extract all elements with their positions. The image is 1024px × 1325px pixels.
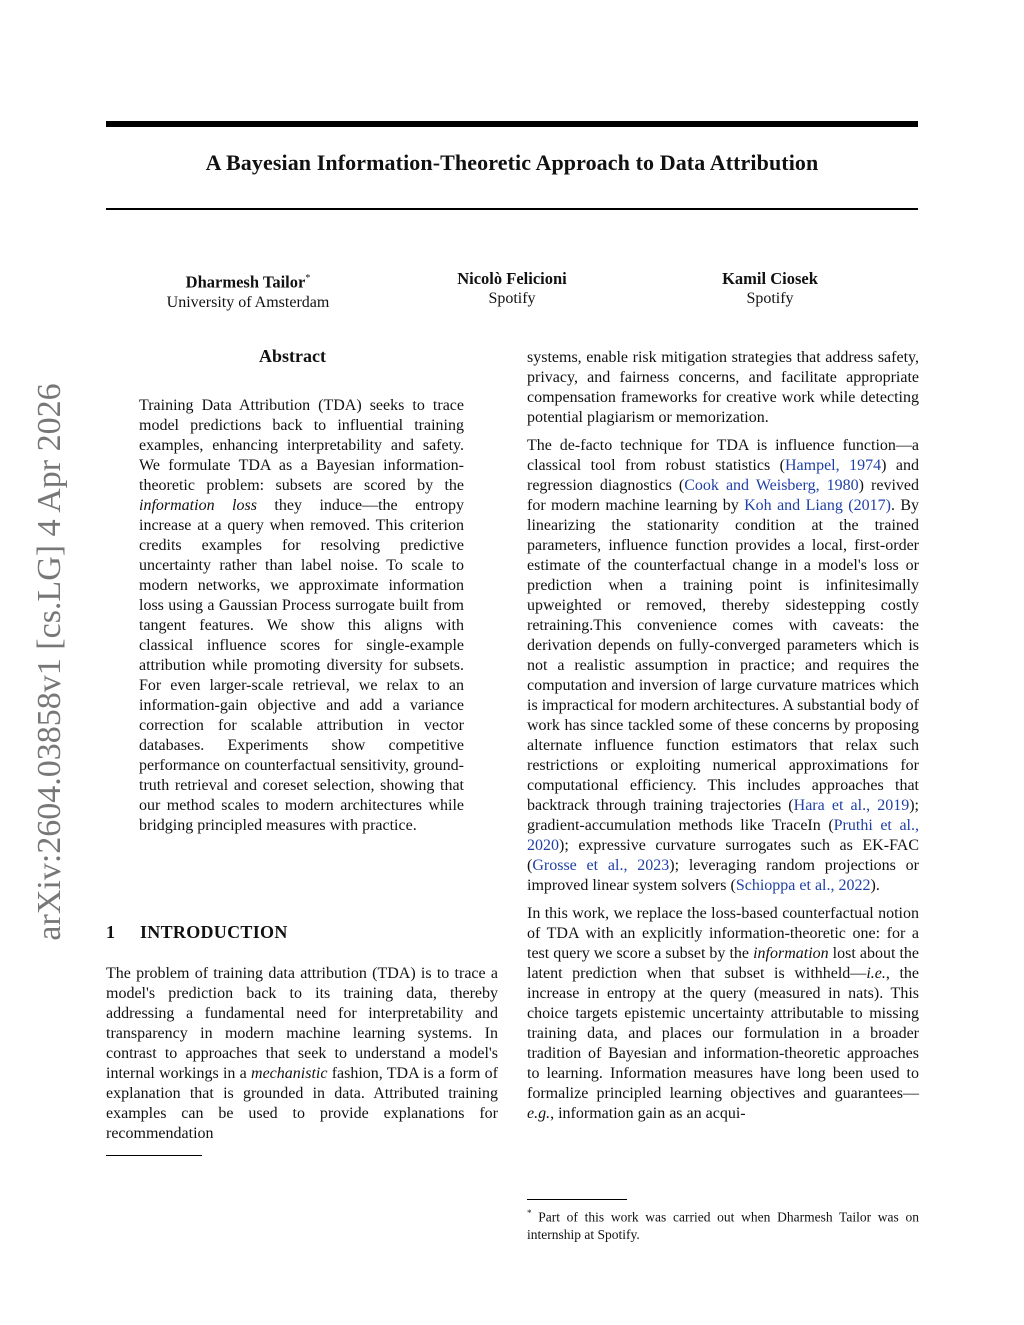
intro-paragraph-1-part-1 <box>106 964 498 1144</box>
section-number: 1 <box>106 922 116 942</box>
abstract-emphasis: information loss <box>139 497 257 514</box>
p3-text-4: , information gain as an acqui- <box>550 1105 746 1122</box>
intro-paragraph-2 <box>527 436 919 896</box>
paper-title: A Bayesian Information-Theoretic Approach to Data Attribution <box>205 150 819 175</box>
footnote <box>527 1205 919 1243</box>
author-2-affiliation: Spotify <box>488 290 536 307</box>
footnote-rule <box>527 1199 627 1200</box>
author-1-affiliation: University of Amsterdam <box>166 293 330 311</box>
citation-link[interactable]: Cook and Weisberg, 1980 <box>684 477 859 494</box>
citation-link[interactable]: Koh and Liang (2017) <box>744 497 891 514</box>
p2-text-2: ) and regression diagnostics ( <box>527 457 919 494</box>
p3-emphasis-3: e.g. <box>527 1105 551 1122</box>
author-2-name: Nicolò Felicioni <box>457 269 567 288</box>
p3-text-2: lost about the latent prediction when that subset is withheld— <box>527 945 919 982</box>
intro-p1-text-a: The problem of training data attribution (TDA) is to trace a model's prediction back to its training data, thereby addressing a fundamental need for interpretability and transparency in modern machine learning systems. In contrast to approaches that seek to understand a model's internal workings in a <box>106 965 498 1082</box>
intro-p1-text-b-right: systems, enable risk mitigation strategies that address safety, privacy, and fairness concerns, and facilitate appropriate compensation frameworks for creative work while detecting potential plagiarism or memorization. <box>527 349 919 426</box>
right-column <box>527 348 919 1132</box>
author-1-marker: * <box>305 273 311 284</box>
title-top-rule <box>106 121 918 127</box>
intro-paragraph-1-part-2 <box>527 348 919 428</box>
footnote-text: Part of this work was carried out when Dharmesh Tailor was on internship at Spotify. <box>527 1209 919 1242</box>
intro-p1-emphasis: mechanistic <box>251 1065 328 1082</box>
p2-text-3: ) revived for modern machine learning by <box>527 477 920 514</box>
p2-text-6: ); expressive curvature surrogates such as EK-FAC ( <box>527 837 919 874</box>
footnote-rule-left <box>106 1155 202 1156</box>
section-heading-introduction <box>106 922 288 943</box>
author-3-name: Kamil Ciosek <box>722 269 818 288</box>
citation-link[interactable]: Schioppa et al., 2022 <box>735 877 871 894</box>
p3-emphasis-1: information <box>753 945 829 962</box>
p3-emphasis-2: i.e. <box>866 965 886 982</box>
p2-text-5: ); gradient-accumulation methods like TraceIn ( <box>527 797 919 834</box>
citation-link[interactable]: Grosse et al., 2023 <box>532 857 670 874</box>
author-1 <box>118 268 378 313</box>
p3-text-3: , the increase in entropy at the query (measured in nats). This choice targets epistemic uncertainty attributable to missing training data, and places our formulation in a broader tradition of Bayesian and information-theoretic approaches to learning. Information measures have long been used to formalize principled learning objectives and guarantees— <box>527 965 920 1102</box>
p2-text-4: . By linearizing the stationarity condition at the trained parameters, influence function provides a local, first-order estimate of the counterfactual change in a model's loss or prediction when a training point is infinitesimally upweighted or removed, thereby sidestepping costly retraining.This convenience comes with caveats: the derivation depends on fully-converged parameters which is not a realistic assumption in practice; and requires the computation and inversion of large curvature matrices which is impractical for modern architectures. A substantial body of work has since tackled some of these concerns by proposing alternate influence function estimators that relax such restrictions or exploiting numerical approximations for computational efficiency. This includes approaches that backtrack through training trajectories ( <box>527 497 920 814</box>
footnote-marker: * <box>527 1208 532 1218</box>
p3-text-1: In this work, we replace the loss-based counterfactual notion of TDA with an explicitly information-theoretic one: for a test query we score a subset by the <box>527 905 919 962</box>
title-bottom-rule <box>106 208 918 210</box>
author-1-name: Dharmesh Tailor <box>185 272 306 292</box>
citation-link[interactable]: Hara et al., 2019 <box>793 797 910 814</box>
p2-text-1: The de-facto technique for TDA is influence function—a classical tool from robust statistics ( <box>527 437 919 474</box>
abstract-text-2: they induce—the entropy increase at a query when removed. This criterion credits examples for resolving predictive uncertainty rather than label noise. To scale to modern networks, we approximate information loss using a Gaussian Process surrogate built from tangent features. We show this aligns with classical influence scores for single-example attribution while promoting diversity for subsets. For even larger-scale retrieval, we relax to an information-gain objective and add a variance correction for scalable attribution in vector databases. Experiments show competitive performance on counterfactual sensitivity, ground-truth retrieval and coreset selection, showing that our method scales to modern architectures while bridging principled measures with practice. <box>139 497 464 834</box>
intro-paragraph-3 <box>527 904 919 1124</box>
section-title: INTRODUCTION <box>140 922 288 942</box>
abstract-body <box>139 396 464 836</box>
citation-link[interactable]: Hampel, 1974 <box>784 457 882 474</box>
author-3-affiliation: Spotify <box>746 290 794 307</box>
intro-p1-text-b-left: fashion, TDA is a form of explanation that is grounded in data. Attributed training examples can be used to provide explanations for recommendation <box>106 1065 499 1142</box>
arxiv-identifier: arXiv:2604.03858v1 [cs.LG] 4 Apr 2026 <box>31 383 68 941</box>
citation-link[interactable]: Pruthi et al., 2020 <box>527 817 919 854</box>
author-2 <box>382 268 642 309</box>
p2-text-7: ); leveraging random projections or improved linear system solvers ( <box>527 857 920 894</box>
abstract-text-1: Training Data Attribution (TDA) seeks to trace model predictions back to influential training examples, enhancing interpretability and safety. We formulate TDA as a Bayesian information-theoretic problem: subsets are scored by the <box>139 397 464 494</box>
author-3 <box>640 268 900 309</box>
abstract-heading: Abstract <box>259 346 326 366</box>
p2-text-8: ). <box>870 877 880 894</box>
